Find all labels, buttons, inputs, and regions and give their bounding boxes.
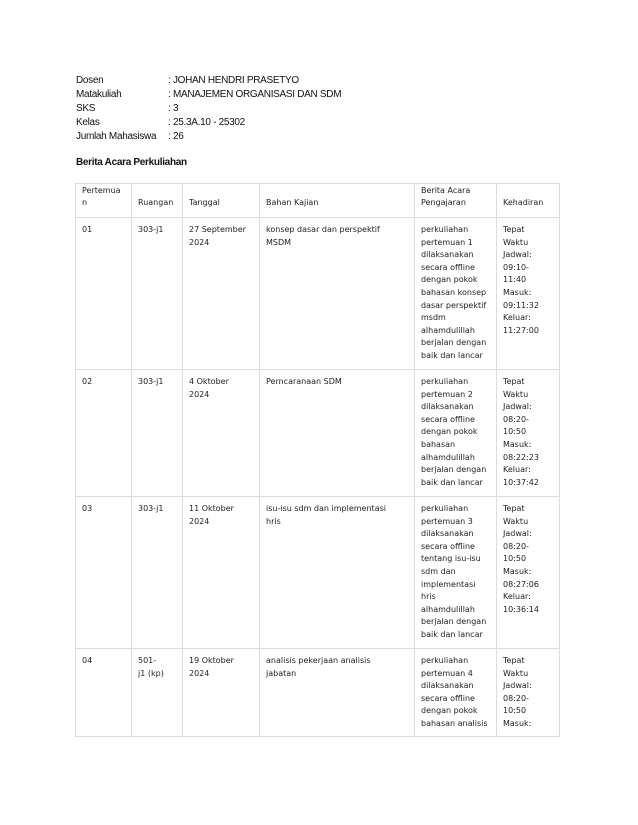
cell-pertemuan: 04 <box>76 649 132 737</box>
table-row <box>76 497 560 649</box>
header-pertemuan: Pertemuan <box>76 184 132 218</box>
cell-bahan-kajian: konsep dasar dan perspektif MSDM <box>260 218 415 370</box>
cell-ruangan: 303-j1 <box>132 497 183 649</box>
header-berita-acara: Berita Acara Pengajaran <box>415 184 497 218</box>
info-value: : MANAJEMEN ORGANISASI DAN SDM <box>168 89 342 100</box>
info-label: Kelas <box>76 117 100 128</box>
cell-kehadiran: Tepat Waktu Jadwal: 08:20- 10:50 Masuk: 08:22:23 Keluar: 10:37:42 <box>497 370 560 497</box>
cell-pertemuan: 02 <box>76 370 132 497</box>
cell-tanggal: 27 September 2024 <box>183 218 260 370</box>
info-label: Matakuliah <box>76 89 122 100</box>
info-label: Dosen <box>76 75 104 86</box>
info-label: SKS <box>76 103 96 114</box>
cell-bahan-kajian: analisis pekerjaan analisis jabatan <box>260 649 415 737</box>
cell-tanggal: 4 Oktober 2024 <box>183 370 260 497</box>
header-kehadiran: Kehadiran <box>497 184 560 218</box>
header-tanggal: Tanggal <box>183 184 260 218</box>
cell-kehadiran: Tepat Waktu Jadwal: 08:20- 10:50 Masuk: 08:27:06 Keluar: 10:36:14 <box>497 497 560 649</box>
info-value: : 3 <box>168 103 179 114</box>
info-value: : 26 <box>168 131 184 142</box>
section-title: Berita Acara Perkuliahan <box>76 157 187 168</box>
info-value: : 25.3A.10 - 25302 <box>168 117 245 128</box>
course-info <box>76 74 341 144</box>
header-ruangan: Ruangan <box>132 184 183 218</box>
cell-kehadiran: Tepat Waktu Jadwal: 08:20- 10:50 Masuk: <box>497 649 560 737</box>
info-label: Jumlah Mahasiswa <box>76 131 157 142</box>
info-row-sks <box>76 102 341 116</box>
cell-pertemuan: 01 <box>76 218 132 370</box>
cell-berita-acara: perkuliahan pertemuan 2 dilaksanakan secara offline dengan pokok bahasan alhamdulillah berjalan dengan baik dan lancar <box>415 370 497 497</box>
cell-ruangan: 501- j1 (kp) <box>132 649 183 737</box>
cell-bahan-kajian: isu-isu sdm dan implementasi hris <box>260 497 415 649</box>
cell-berita-acara: perkuliahan pertemuan 4 dilaksanakan secara offline dengan pokok bahasan analisis <box>415 649 497 737</box>
cell-tanggal: 19 Oktober 2024 <box>183 649 260 737</box>
table-row <box>76 649 560 737</box>
cell-berita-acara: perkuliahan pertemuan 3 dilaksanakan secara offline tentang isu-isu sdm dan implementasi hris alhamdulillah berjalan dengan baik dan lancar <box>415 497 497 649</box>
info-row-kelas <box>76 116 341 130</box>
info-row-matakuliah <box>76 88 341 102</box>
table-row <box>76 218 560 370</box>
info-row-dosen <box>76 74 341 88</box>
cell-kehadiran: Tepat Waktu Jadwal: 09:10- 11:40 Masuk: 09:11:32 Keluar: 11:27:00 <box>497 218 560 370</box>
table-header-row <box>76 184 560 218</box>
cell-tanggal: 11 Oktober 2024 <box>183 497 260 649</box>
table-row <box>76 370 560 497</box>
cell-ruangan: 303-j1 <box>132 370 183 497</box>
cell-pertemuan: 03 <box>76 497 132 649</box>
cell-ruangan: 303-j1 <box>132 218 183 370</box>
info-value: : JOHAN HENDRI PRASETYO <box>168 75 299 86</box>
cell-berita-acara: perkuliahan pertemuan 1 dilaksanakan secara offline dengan pokok bahasan konsep dasar perspektif msdm alhamdulillah berjalan dengan baik dan lancar <box>415 218 497 370</box>
header-bahan-kajian: Bahan Kajian <box>260 184 415 218</box>
lecture-report-table <box>75 183 560 737</box>
info-row-jumlah-mahasiswa <box>76 130 341 144</box>
cell-bahan-kajian: Perncaranaan SDM <box>260 370 415 497</box>
